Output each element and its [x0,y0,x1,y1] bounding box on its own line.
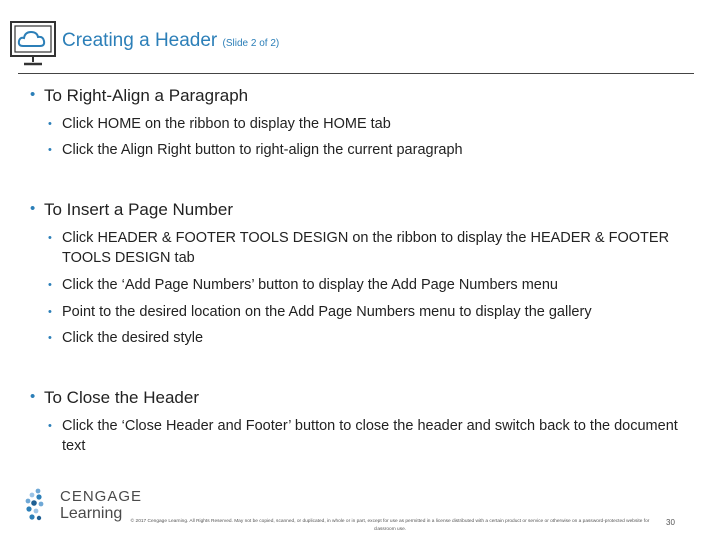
brand-top: CENGAGE [60,488,143,505]
list-item: • Click HEADER & FOOTER TOOLS DESIGN on the ribbon to display the HEADER & FOOTER TOOLS DESIGN tab [48,230,670,266]
title-text: Creating a Header [62,30,218,51]
bullet-icon: • [48,118,52,130]
brand-bottom: Learning [60,505,123,522]
copyright-notice: © 2017 Cengage Learning. All Rights Reserved. May not be copied, scanned, or duplicated, in whole or in part, except for use as permitted in a license distributed with a certain product or service or otherwise on a password-protected website for classroom use. [130,519,650,532]
bullet-icon: • [30,200,36,217]
list-item: • Click HOME on the ribbon to display the HOME tab [48,116,391,132]
slide: Creating a Header (Slide 2 of 2) • To Right-Align a Paragraph • Click HOME on the ribbon to display the HOME tab • Click the Align Right button to right-align the current paragraph • To Insert a Page Number • Click HEADER & FOOTER TOOLS DESIGN on the ribbon to display the HEADER & FOOTER TOOLS DESIGN tab • Click the ‘Add Page Numbers’ button to display the Add Page Numbers menu • Point to the desired location on the Add Page Numbers menu to display the gallery • Click the desired style • To Close the Header • Click the ‘Close Header and Footer’ button to close the header and switch back to the document text CENGAGE Learning © 2017 Cengage Learning. All Rights Reserved. May not be copied, scanned, or duplicated, in whole or in part, except for use as permitted in a license distributed with a certain product or service or otherwise on a password-protected website for classroom use. 30 [0,0,720,540]
list-item: • Point to the desired location on the Add Page Numbers menu to display the gallery [48,304,592,320]
bullet-icon: • [48,420,52,432]
list-item: • Click the Align Right button to right-align the current paragraph [48,142,463,158]
bullet-icon: • [48,306,52,318]
bullet-icon: • [30,86,36,103]
slide-note: (Slide 2 of 2) [222,38,280,49]
bullet-icon: • [30,388,36,405]
cloud-monitor-icon [8,20,58,70]
bullet-icon: • [48,332,52,344]
bullet-icon: • [48,232,52,244]
cengage-logo-icon [24,486,58,529]
bullet-icon: • [48,144,52,156]
bullet-icon: • [48,279,52,291]
cengage-wordmark [60,488,142,522]
list-item: • Click the ‘Add Page Numbers’ button to display the Add Page Numbers menu [48,277,558,293]
list-item: • Click the ‘Close Header and Footer’ button to close the header and switch back to the document text [48,418,678,454]
title-divider [18,73,694,74]
page-title [62,30,279,52]
page-number: 30 [666,518,675,527]
list-item: • Click the desired style [48,330,204,346]
